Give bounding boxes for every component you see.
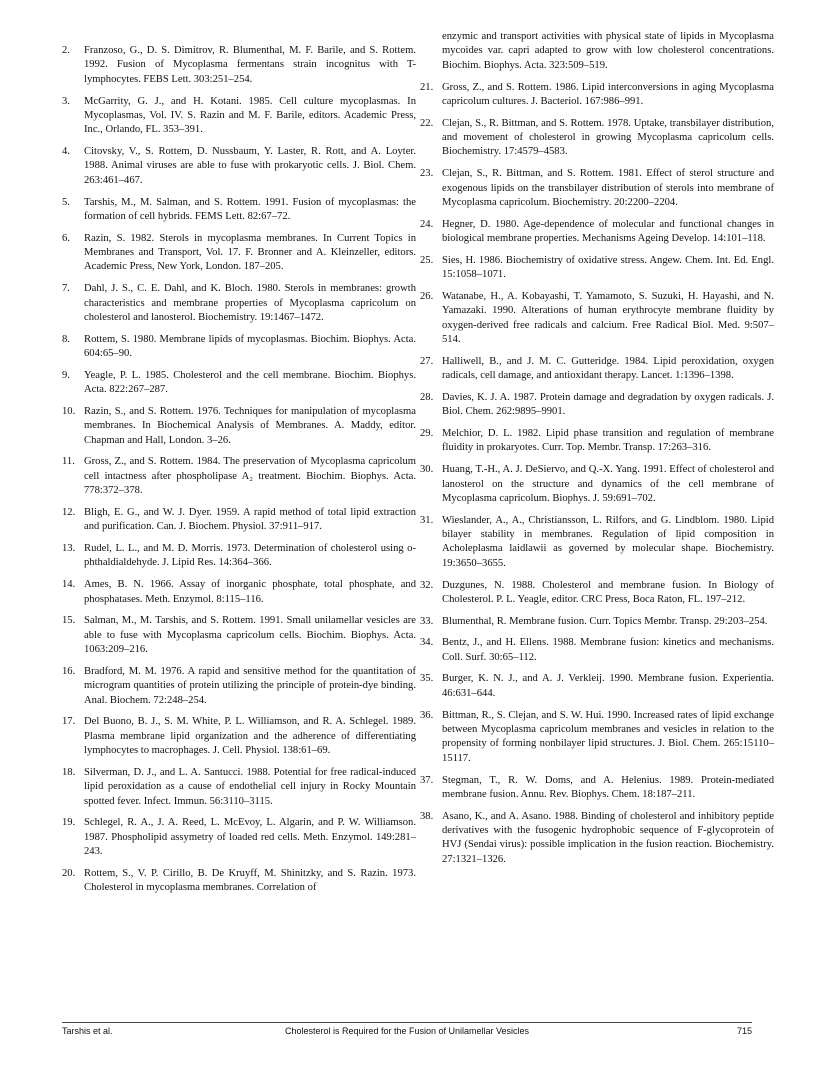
reference-item <box>420 463 774 506</box>
reference-item <box>62 715 416 758</box>
reference-number: 32. <box>420 579 434 591</box>
reference-text: Huang, T.-H., A. J. DeSiervo, and Q.-X. Yang. 1991. Effect of cholesterol and lanosterol on the structure and dynamics of the cell membrane of Mycoplasma capricolum. Biophys. J. 59:691–702. <box>442 464 774 504</box>
reference-number: 10. <box>62 405 76 417</box>
reference-number: 18. <box>62 766 76 778</box>
reference-number: 30. <box>420 464 434 476</box>
reference-text: Clejan, S., R. Bittman, and S. Rottem. 1978. Uptake, transbilayer distribution, and movement of cholesterol in growing Mycoplasma capricolum cells. Biochemistry. 17:4579–4583. <box>442 117 774 158</box>
reference-item <box>420 391 774 420</box>
reference-number: 22. <box>420 117 434 129</box>
reference-text: Bligh, E. G., and W. J. Dyer. 1959. A rapid method of total lipid extraction and purification. Can. J. Biochem. Physiol. 37:911–917. <box>84 506 416 533</box>
reference-list-right <box>420 30 774 875</box>
reference-text: Davies, K. J. A. 1987. Protein damage and degradation by oxygen radicals. J. Biol. Chem. 262:9895–9901. <box>442 391 774 418</box>
reference-text: Gross, Z., and S. Rottem. 1984. The preservation of Mycoplasma capricolum cell intactness after phospholipase A₂ treatment. Biochim. Biophys. Acta. 778:372–378. <box>84 456 416 497</box>
reference-item <box>62 95 416 138</box>
reference-item <box>420 254 774 283</box>
reference-number: 34. <box>420 637 434 649</box>
reference-text: Stegman, T., R. W. Doms, and A. Helenius. 1989. Protein-mediated membrane fusion. Annu. Rev. Biophys. Chem. 18:187–211. <box>442 774 774 800</box>
reference-number: 33. <box>420 615 434 627</box>
reference-number: 35. <box>420 673 434 685</box>
reference-text: Rottem, S., V. P. Cirillo, B. De Kruyff, M. Shinitzky, and S. Razin. 1973. Cholesterol in mycoplasma membranes. Correlation of <box>84 867 416 894</box>
reference-text: Hegner, D. 1980. Age-dependence of molecular and functional changes in biological membrane properties. Mechanisms Ageing Develop. 14:101–118. <box>442 218 774 245</box>
reference-item <box>62 196 416 225</box>
reference-number: 29. <box>420 428 434 440</box>
footer-authors: Tarshis et al. <box>62 1026 113 1036</box>
reference-item <box>420 579 774 608</box>
reference-number: 24. <box>420 218 434 230</box>
reference-item <box>420 514 774 572</box>
reference-text: Dahl, J. S., C. E. Dahl, and K. Bloch. 1980. Sterols in membranes: growth characteristics and membrane properties of Mycoplasma capricolum on cholesterol and lanosterol. Biochemistry. 19:1467–1472. <box>84 283 416 323</box>
reference-item <box>420 218 774 247</box>
reference-number: 16. <box>62 665 76 677</box>
reference-text: Del Buono, B. J., S. M. White, P. L. Williamson, and R. A. Schlegel. 1989. Plasma membrane lipid organization and the adherence of differentiating lymphocytes to macrophages. J. Cell. Physiol. 138:61–69. <box>84 716 416 757</box>
reference-item <box>62 614 416 657</box>
reference-item <box>62 766 416 809</box>
reference-text: Rudel, L. L., and M. D. Morris. 1973. Determination of cholesterol using o-phthaldialdehyde. J. Lipid Res. 14:364–366. <box>84 543 416 569</box>
reference-number: 26. <box>420 290 434 302</box>
reference-number: 9. <box>62 369 70 381</box>
page-number: 715 <box>736 1026 752 1036</box>
reference-number: 8. <box>62 333 70 345</box>
reference-text: Sies, H. 1986. Biochemistry of oxidative stress. Angew. Chem. Int. Ed. Engl. 15:1058–1071. <box>442 254 774 281</box>
reference-text: Bradford, M. M. 1976. A rapid and sensitive method for the quantitation of microgram quantities of protein utilizing the principle of protein-dye binding. Anal. Biochem. 72:248–254. <box>84 665 416 706</box>
reference-number: 4. <box>62 146 70 158</box>
reference-text: Franzoso, G., D. S. Dimitrov, R. Blumenthal, M. F. Barile, and S. Rottem. 1992. Fusion of Mycoplasma fermentans strain incognitus with T-lymphocytes. FEBS Lett. 303:251–254. <box>84 45 416 85</box>
reference-number: 27. <box>420 355 434 367</box>
reference-item <box>420 81 774 110</box>
reference-text: Ames, B. N. 1966. Assay of inorganic phosphate, total phosphate, and phosphatases. Meth. Enzymol. 8:115–116. <box>84 579 416 605</box>
reference-item <box>62 816 416 859</box>
reference-number: 12. <box>62 506 76 518</box>
reference-number: 14. <box>62 579 76 591</box>
reference-number: 11. <box>62 456 75 468</box>
reference-text: Gross, Z., and S. Rottem. 1986. Lipid interconversions in aging Mycoplasma capricolum cultures. J. Bacteriol. 167:986–991. <box>442 81 774 107</box>
reference-list-left <box>62 44 416 903</box>
reference-text: Bittman, R., S. Clejan, and S. W. Hui. 1990. Increased rates of lipid exchange between Mycoplasma capricolum membranes and vesicles in relation to the propensity of forming nonbilayer lipid structures. J. Biol. Chem. 265:15110–15117. <box>442 709 774 764</box>
reference-number: 38. <box>420 810 434 822</box>
reference-item <box>420 355 774 384</box>
reference-number: 31. <box>420 514 434 526</box>
reference-text: Asano, K., and A. Asano. 1988. Binding of cholesterol and inhibitory peptide derivatives with the fusogenic hydrophobic sequence of F-glycoprotein of HVJ (Sendai virus): possible implication in the fusion reaction. Biochemistry. 27:1321–1326. <box>442 810 774 865</box>
reference-text: Razin, S., and S. Rottem. 1976. Techniques for manipulation of mycoplasma membranes. In Biochemical Analysis of Membranes. A. Maddy, editor. Chapman and Hall, London. 3–26. <box>84 405 416 446</box>
reference-item <box>62 867 416 896</box>
reference-number: 17. <box>62 716 76 728</box>
reference-number: 23. <box>420 168 434 180</box>
reference-item <box>62 333 416 362</box>
reference-item <box>62 542 416 571</box>
reference-text: Schlegel, R. A., J. A. Reed, L. McEvoy, L. Algarin, and P. W. Williamson. 1987. Phospholipid assymetry of loaded red cells. Meth. Enzymol. 149:281–243. <box>84 817 416 858</box>
reference-item <box>420 290 774 348</box>
reference-text: Rottem, S. 1980. Membrane lipids of mycoplasmas. Biochim. Biophys. Acta. 604:65–90. <box>84 333 416 360</box>
reference-item <box>62 405 416 448</box>
reference-number: 19. <box>62 817 76 829</box>
reference-text: Wieslander, A., A., Christiansson, L. Rilfors, and G. Lindblom. 1980. Lipid bilayer stability in membranes. Regulation of lipid composition in Acholeplasma laidlawii as governed by molecular shape. Biochemistry. 19:3650–3655. <box>442 514 774 569</box>
reference-number: 28. <box>420 391 434 403</box>
reference-text: Tarshis, M., M. Salman, and S. Rottem. 1991. Fusion of mycoplasmas: the formation of cell hybrids. FEMS Lett. 82:67–72. <box>84 196 416 222</box>
reference-number: 2. <box>62 45 70 56</box>
reference-text: Melchior, D. L. 1982. Lipid phase transition and regulation of membrane fluidity in prokaryotes. Curr. Top. Membr. Transp. 17:263–316. <box>442 428 774 454</box>
reference-item <box>62 578 416 607</box>
reference-item <box>420 636 774 665</box>
reference-number: 20. <box>62 867 76 879</box>
reference-text: Citovsky, V., S. Rottem, D. Nussbaum, Y. Laster, R. Rott, and A. Loyter. 1988. Animal viruses are able to fuse with prokaryotic cells. J. Biol. Chem. 263:461–467. <box>84 146 416 186</box>
reference-number: 36. <box>420 709 434 721</box>
reference-item <box>420 672 774 701</box>
reference-item <box>62 282 416 325</box>
reference-number: 21. <box>420 81 434 93</box>
reference-number: 7. <box>62 283 70 295</box>
reference-number: 25. <box>420 254 434 266</box>
footer-running-title: Cholesterol is Required for the Fusion of Unilamellar Vesicles <box>284 1026 530 1036</box>
reference-text: Razin, S. 1982. Sterols in mycoplasma membranes. In Current Topics in Membranes and Transport, Vol. 17. F. Bronner and A. Kleinzeller, editors. Academic Press, New York, London. 187–205. <box>84 232 416 273</box>
reference-item <box>62 369 416 398</box>
reference-item <box>420 427 774 456</box>
reference-item <box>62 455 416 498</box>
reference-item <box>420 167 774 210</box>
reference-item <box>420 810 774 868</box>
page-footer <box>62 1022 752 1036</box>
reference-text: Silverman, D. J., and L. A. Santucci. 1988. Potential for free radical-induced lipid peroxidation as a cause of endothelial cell injury in Rocky Mountain spotted fever. Infect. Immun. 56:3110–3115. <box>84 766 416 807</box>
reference-item <box>62 145 416 188</box>
reference-number: 37. <box>420 774 434 786</box>
reference-text: Halliwell, B., and J. M. C. Gutteridge. 1984. Lipid peroxidation, oxygen radicals, cell damage, and antioxidant therapy. Lancet. 1:1396–1398. <box>442 355 774 382</box>
reference-number: 6. <box>62 232 70 244</box>
reference-text: Watanabe, H., A. Kobayashi, T. Yamamoto, S. Suzuki, H. Hayashi, and N. Yamazaki. 1990. Alterations of human erythrocyte membrane fluidity by oxygen-derived free radicals and calcium. Free Radical Biol. Med. 9:507–514. <box>442 290 774 346</box>
reference-item <box>420 774 774 803</box>
reference-text: Burger, K. N. J., and A. J. Verkleij. 1990. Membrane fusion. Experientia. 46:631–644. <box>442 673 774 699</box>
reference-item <box>62 665 416 708</box>
reference-number: 3. <box>62 95 70 107</box>
reference-number: 15. <box>62 615 76 627</box>
reference-continuation: enzymic and transport activities with physical state of lipids in Mycoplasma mycoides var. capri adapted to grow with low cholesterol concentrations. Biochim. Biophys. Acta. 323:509–519. <box>442 31 774 71</box>
reference-item <box>420 615 774 629</box>
reference-text: McGarrity, G. J., and H. Kotani. 1985. Cell culture mycoplasmas. In Mycoplasmas, Vol. IV. S. Razin and M. F. Barile, editors. Academic Press, Inc., Orlando, FL. 353–391. <box>84 95 416 136</box>
reference-number: 5. <box>62 196 70 208</box>
reference-item <box>420 117 774 160</box>
reference-text: Clejan, S., R. Bittman, and S. Rottem. 1981. Effect of sterol structure and exogenous lipids on the transbilayer distribution of sterols into membrane of Mycoplasma capricolum. Biochemistry. 20:2200–2204. <box>442 168 774 208</box>
reference-text: Salman, M., M. Tarshis, and S. Rottem. 1991. Small unilamellar vesicles are able to fuse with Mycoplasma capricolum cells. Biochim. Biophys. Acta. 1063:209–216. <box>84 615 416 656</box>
reference-item <box>62 232 416 275</box>
reference-item <box>420 709 774 767</box>
reference-item <box>62 44 416 87</box>
reference-item <box>62 506 416 535</box>
reference-text: Blumenthal, R. Membrane fusion. Curr. Topics Membr. Transp. 29:203–254. <box>442 615 768 627</box>
reference-text: Bentz, J., and H. Ellens. 1988. Membrane fusion: kinetics and mechanisms. Coll. Surf. 30:65–112. <box>442 637 774 663</box>
reference-number: 13. <box>62 543 76 555</box>
reference-text: Duzgunes, N. 1988. Cholesterol and membrane fusion. In Biology of Cholesterol. P. L. Yeagle, editor. CRC Press, Boca Raton, FL. 197–212. <box>442 579 774 605</box>
reference-text: Yeagle, P. L. 1985. Cholesterol and the cell membrane. Biochim. Biophys. Acta. 822:267–287. <box>84 369 416 396</box>
